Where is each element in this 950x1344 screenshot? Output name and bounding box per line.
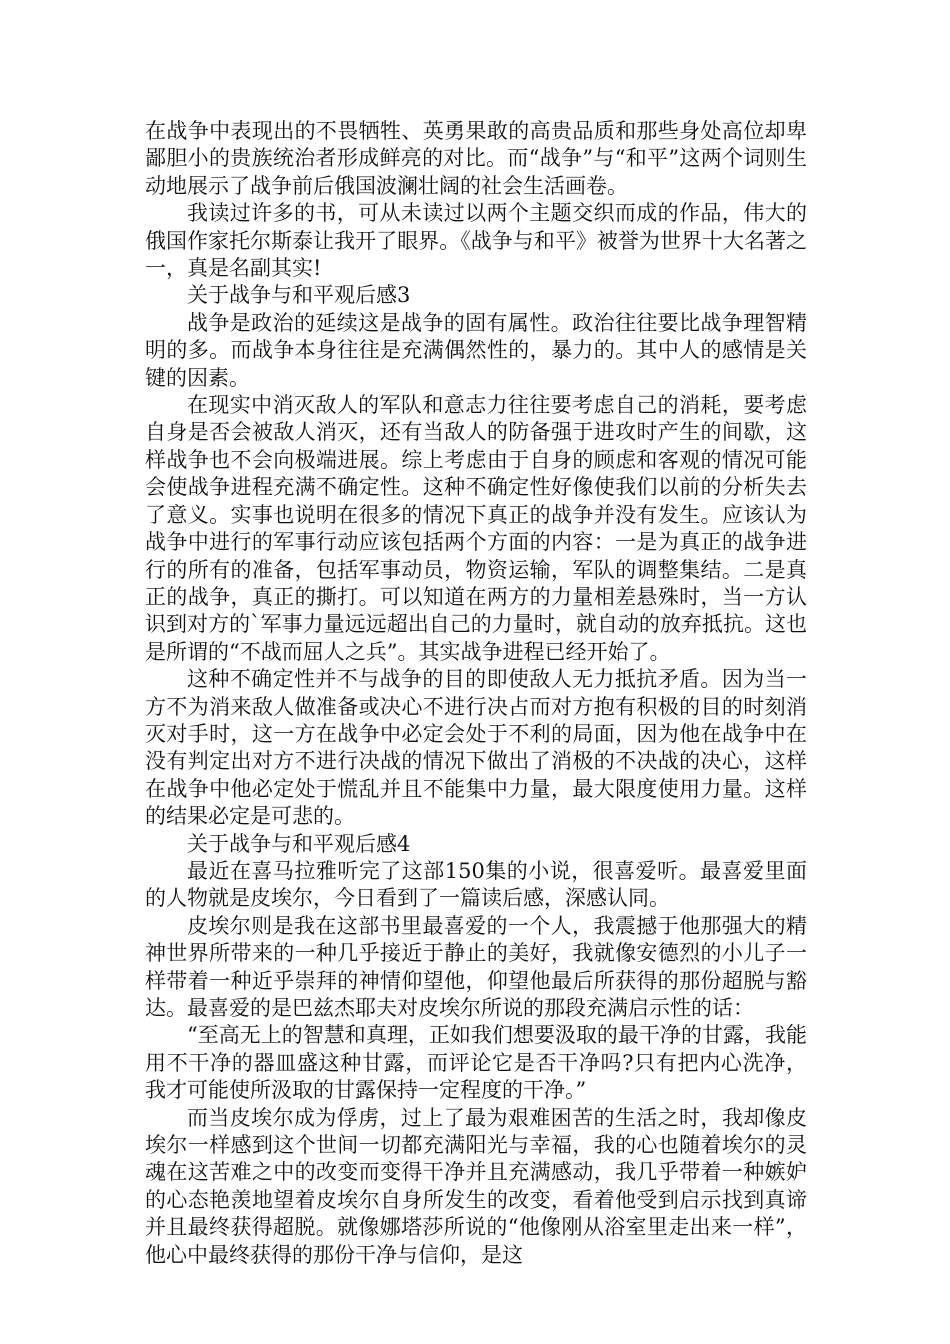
paragraph: 在战争中表现出的不畏牺牲、英勇果敢的高贵品质和那些身处高位却卑鄙胆小的贵族统治者形成鲜亮的对比。而“战争”与“和平”这两个词则生动地展示了战争前后俄国波澜壮阔的社会生活画卷。 bbox=[145, 119, 807, 198]
paragraph: 战争是政治的延续这是战争的固有属性。政治往往要比战争理智精明的多。而战争本身往往是充满偶然性的，暴力的。其中人的感情是关键的因素。 bbox=[145, 310, 807, 390]
paragraph: 我读过许多的书，可从未读过以两个主题交织而成的作品，伟大的俄国作家托尔斯泰让我开了眼界。《战争与和平》被誉为世界十大名著之一，真是名副其实! bbox=[145, 201, 807, 281]
paragraph: 而当皮埃尔成为俘虏，过上了最为艰难困苦的生活之时，我却像皮埃尔一样感到这个世间一切都充满阳光与幸福，我的心也随着埃尔的灵魂在这苦难之中的改变而变得干净并且充满感动，我几乎带着一种嫉妒的心态艳羡地望着皮埃尔自身所发生的改变，看着他受到启示找到真谛并且最终获得超脱。就像娜塔莎所说的“他像刚从浴室里走出来一样”，他心中最终获得的那份干净与信仰，是这 bbox=[145, 1105, 807, 1267]
section-heading: 关于战争与和平观后感4 bbox=[187, 831, 411, 856]
paragraph: 这种不确定性并不与战争的目的即使敌人无力抵抗矛盾。因为当一方不为消来敌人做准备或决心不进行决占而对方抱有积极的目的时刻消灭对手时，这一方在战争中必定会处于不利的局面，因为他在战争中在没有判定出对方不进行决战的情况下做出了消极的不决战的决心，这样在战争中他必定处于慌乱并且不能集中力量，最大限度使用力量。这样的结果必定是可悲的。 bbox=[145, 667, 807, 829]
quote-paragraph: “至高无上的智慧和真理，正如我们想要汲取的最干净的甘露，我能用不干净的器皿盛这种甘露，而评论它是否干净吗?只有把内心洗净，我才可能使所汲取的甘露保持一定程度的干净。” bbox=[145, 1023, 807, 1103]
paragraph: 在现实中消灭敌人的军队和意志力往往要考虑自己的消耗，要考虑自身是否会被敌人消灭，还有当敌人的防备强于进攻时产生的间歇，这样战争也不会向极端进展。综上考虑由于自身的顾虑和客观的情况可能会使战争进程充满不确定性。这种不确定性好像使我们以前的分析失去了意义。实事也说明在很多的情况下真正的战争并没有发生。应该认为战争中进行的军事行动应该包括两个方面的内容：一是为真正的战争进行的所有的准备，包括军事动员，物资运输，军队的调整集结。二是真正的战争，真正的撕打。可以知道在两方的力量相差悬殊时，当一方认识到对方的`军事力量远远超出自己的力量时，就自动的放弃抵抗。这也是所谓的“不战而屈人之兵”。其实战争进程已经开始了。 bbox=[145, 393, 807, 664]
paragraph: 最近在喜马拉雅听完了这部150集的小说，很喜爱听。最喜爱里面的人物就是皮埃尔，今日看到了一篇读后感，深感认同。 bbox=[145, 858, 807, 911]
paragraph: 皮埃尔则是我在这部书里最喜爱的一个人，我震撼于他那强大的精神世界所带来的一种几乎接近于静止的美好，我就像安德烈的小儿子一样带着一种近乎崇拜的神情仰望他，仰望他最后所获得的那份超脱与豁达。最喜爱的是巴兹杰耶夫对皮埃尔所说的那段充满启示性的话： bbox=[145, 913, 807, 1020]
document-body bbox=[145, 118, 807, 1269]
section-heading: 关于战争与和平观后感3 bbox=[187, 283, 411, 308]
